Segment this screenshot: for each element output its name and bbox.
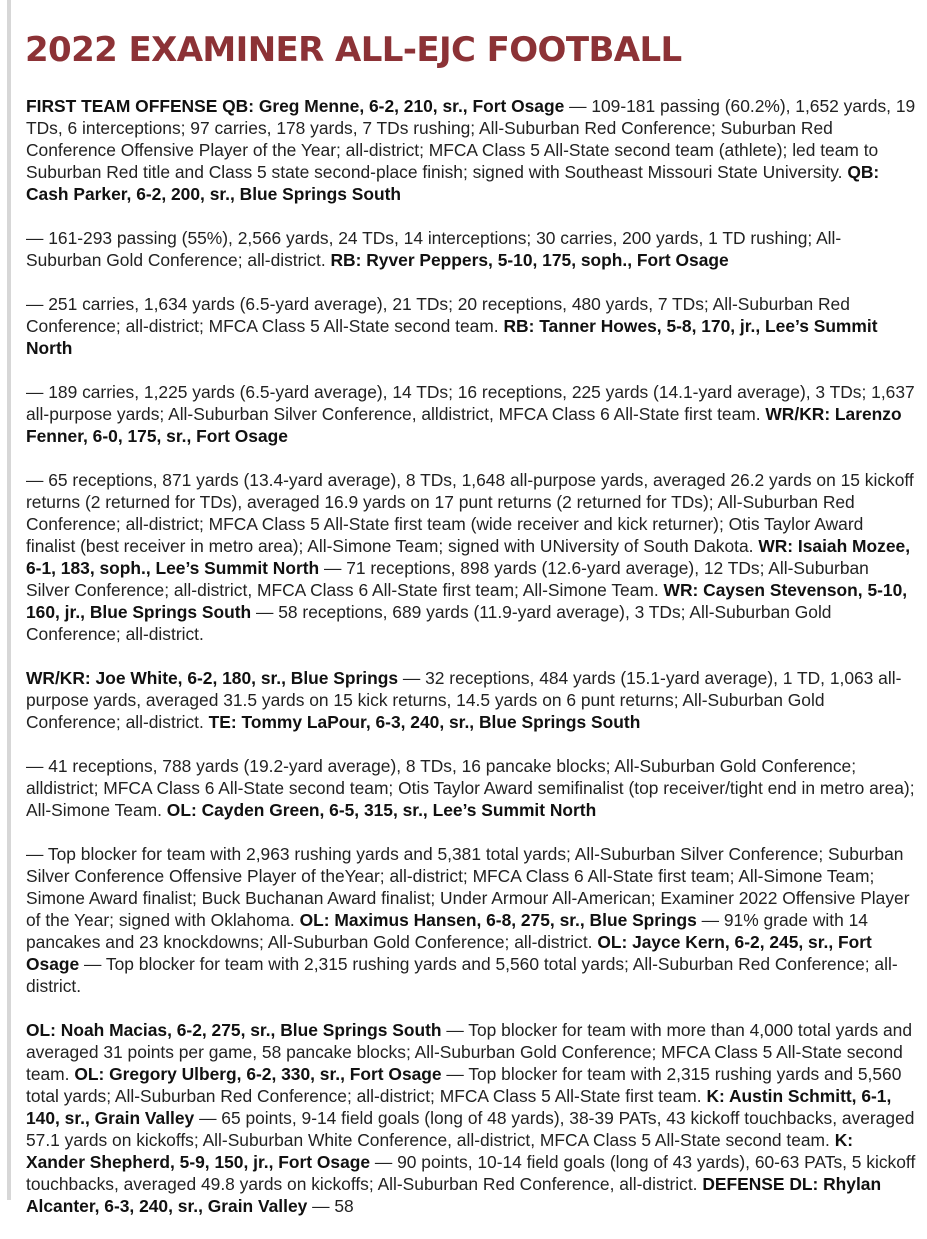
player-heading: OL: Jayce Kern, 6-2, 245, sr., Fort Osage (26, 932, 872, 974)
article-title: 2022 EXAMINER ALL-EJC FOOTBALL (25, 30, 682, 70)
player-stats-text: — 90 points, 10-14 field goals (long of 43 yards), 60-63 PATs, 5 kickoff touchbacks, averaged 49.8 yards on kickoffs; All-Suburban Red Conference, all-district. (26, 1152, 916, 1194)
player-heading: WR: Caysen Stevenson, 5-10, 160, jr., Blue Springs South (26, 580, 908, 622)
player-heading: OL: Noah Macias, 6-2, 275, sr., Blue Springs South (26, 1020, 442, 1040)
player-heading: QB: Cash Parker, 6-2, 200, sr., Blue Springs South (26, 162, 880, 204)
player-stats-text: — 58 (307, 1196, 354, 1216)
player-stats-text: — Top blocker for team with 2,315 rushing yards and 5,560 total yards; All-Suburban Red Conference; all-district; MFCA Class 5 All-State first team. (26, 1064, 902, 1106)
article-body (26, 95, 916, 1239)
player-heading: RB: Ryver Peppers, 5-10, 175, soph., Fort Osage (330, 250, 729, 270)
left-margin-rule (7, 0, 11, 1200)
player-stats-text: — 65 receptions, 871 yards (13.4-yard average), 8 TDs, 1,648 all-purpose yards, averaged 26.2 yards on 15 kickoff returns (2 returned for TDs), averaged 16.9 yards on 17 punt returns (2 returned for TDs); All-Suburban Red Conference; all-district; MFCA Class 5 All-State first team (wide receiver and kick returner); Otis Taylor Award finalist (best receiver in metro area); All-Simone Team; signed with UNiversity of South Dakota. (26, 470, 914, 556)
player-stats-text: — Top blocker for team with 2,315 rushing yards and 5,560 total yards; All-Suburban Red Conference; all-district. (26, 954, 898, 996)
player-heading: DEFENSE DL: Rhylan Alcanter, 6-3, 240, sr., Grain Valley (26, 1174, 882, 1216)
player-heading: WR/KR: Larenzo Fenner, 6-0, 175, sr., Fort Osage (26, 404, 902, 446)
player-stats-text: — 71 receptions, 898 yards (12.6-yard average), 12 TDs; All-Suburban Silver Conference; all-district, MFCA Class 6 All-State first team; All-Simone Team. (26, 558, 869, 600)
player-heading: WR: Isaiah Mozee, 6-1, 183, soph., Lee’s Summit North (26, 536, 911, 578)
player-heading: OL: Gregory Ulberg, 6-2, 330, sr., Fort Osage (74, 1064, 442, 1084)
player-heading: K: Austin Schmitt, 6-1, 140, sr., Grain Valley (26, 1086, 892, 1128)
player-heading: K: Xander Shepherd, 5-9, 150, jr., Fort Osage (26, 1130, 854, 1172)
article-paragraph (26, 1019, 916, 1217)
player-stats-text: — 251 carries, 1,634 yards (6.5-yard average), 21 TDs; 20 receptions, 480 yards, 7 TDs; All-Suburban Red Conference; all-district; MFCA Class 5 All-State second team. (26, 294, 850, 336)
article-paragraph (26, 843, 916, 997)
player-heading: FIRST TEAM OFFENSE QB: Greg Menne, 6-2, 210, sr., Fort Osage (26, 96, 565, 116)
player-stats-text: — 58 receptions, 689 yards (11.9-yard average), 3 TDs; All-Suburban Gold Conference; all-district. (26, 602, 832, 644)
article-paragraph (26, 95, 916, 205)
player-heading: RB: Tanner Howes, 5-8, 170, jr., Lee’s Summit North (26, 316, 878, 358)
player-stats-text: — 189 carries, 1,225 yards (6.5-yard average), 14 TDs; 16 receptions, 225 yards (14.1-yard average), 3 TDs; 1,637 all-purpose yards; All-Suburban Silver Conference, alldistrict, MFCA Class 6 All-State first team. (26, 382, 915, 424)
player-heading: OL: Maximus Hansen, 6-8, 275, sr., Blue Springs (299, 910, 697, 930)
player-stats-text: — Top blocker for team with more than 4,000 total yards and averaged 31 points per game, 58 pancake blocks; All-Suburban Gold Conference; MFCA Class 5 All-State second team. (26, 1020, 913, 1084)
player-stats-text: — 32 receptions, 484 yards (15.1-yard average), 1 TD, 1,063 all-purpose yards, averaged 31.5 yards on 15 kick returns, 14.5 yards on 6 punt returns; All-Suburban Gold Conference; all-district. (26, 668, 902, 732)
player-stats-text: — 109-181 passing (60.2%), 1,652 yards, 19 TDs, 6 interceptions; 97 carries, 178 yards, 7 TDs rushing; All-Suburban Red Conference; Suburban Red Conference Offensive Player of the Year; all-district; MFCA Class 5 All-State second team (athlete); led team to Suburban Red title and Class 5 state second-place finish; signed with Southeast Missouri State University. (26, 96, 916, 182)
player-stats-text: — 161-293 passing (55%), 2,566 yards, 24 TDs, 14 interceptions; 30 carries, 200 yards, 1 TD rushing; All-Suburban Gold Conference; all-district. (26, 228, 842, 270)
player-stats-text: — 91% grade with 14 pancakes and 23 knockdowns; All-Suburban Gold Conference; all-district. (26, 910, 868, 952)
article-paragraph (26, 469, 916, 645)
article-paragraph (26, 227, 916, 271)
article-paragraph (26, 755, 916, 821)
player-heading: WR/KR: Joe White, 6-2, 180, sr., Blue Springs (26, 668, 399, 688)
article-paragraph (26, 381, 916, 447)
article-paragraph (26, 293, 916, 359)
player-stats-text: — 41 receptions, 788 yards (19.2-yard average), 8 TDs, 16 pancake blocks; All-Suburban Gold Conference; alldistrict; MFCA Class 6 All-State second team; Otis Taylor Award semifinalist (top receiver/tight end in metro area); All-Simone Team. (26, 756, 915, 820)
article-paragraph (26, 667, 916, 733)
player-stats-text: — Top blocker for team with 2,963 rushing yards and 5,381 total yards; All-Suburban Silver Conference; Suburban Silver Conference Offensive Player of theYear; all-district; MFCA Class 6 All-State first team; All-Simone Team; Simone Award finalist; Buck Buchanan Award finalist; Under Armour All-American; Examiner 2022 Offensive Player of the Year; signed with Oklahoma. (26, 844, 910, 930)
player-stats-text: — 65 points, 9-14 field goals (long of 48 yards), 38-39 PATs, 43 kickoff touchbacks, averaged 57.1 yards on kickoffs; All-Suburban White Conference, all-district, MFCA Class 5 All-State second team. (26, 1108, 915, 1150)
player-heading: OL: Cayden Green, 6-5, 315, sr., Lee’s Summit North (166, 800, 597, 820)
player-heading: TE: Tommy LaPour, 6-3, 240, sr., Blue Springs South (208, 712, 641, 732)
